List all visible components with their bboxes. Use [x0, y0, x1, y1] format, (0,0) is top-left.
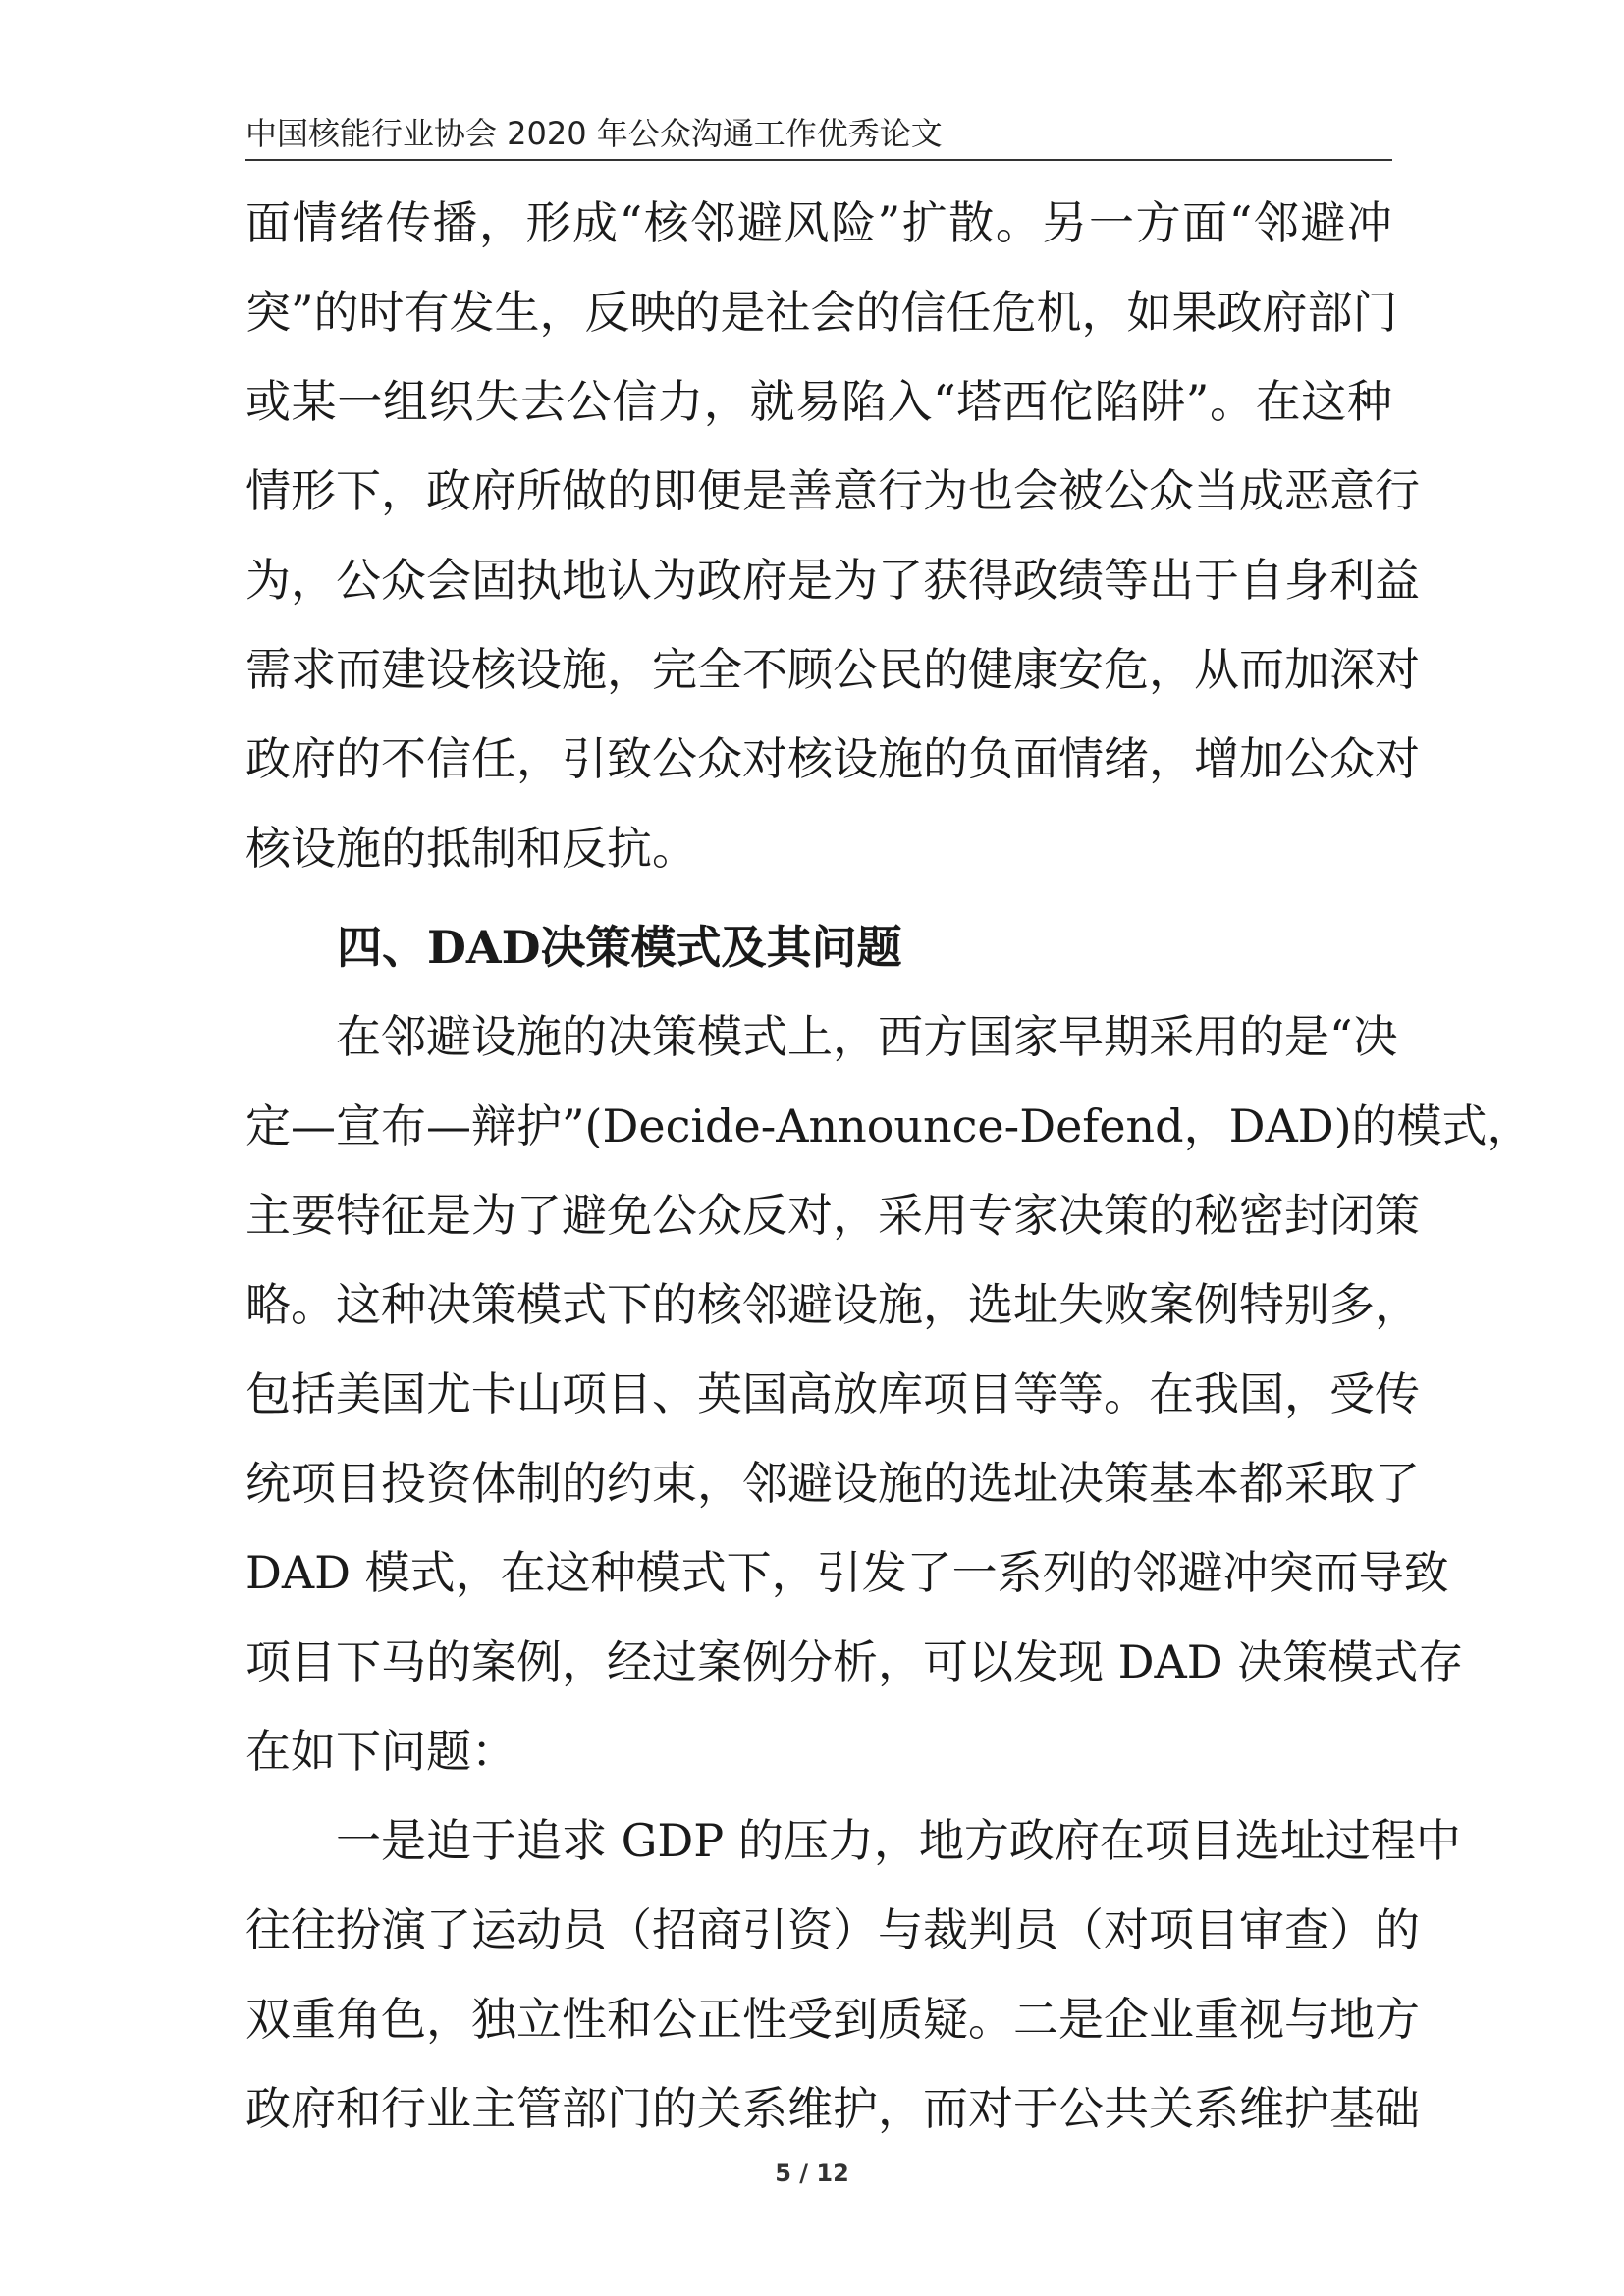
text-line: 突”的时有发生，反映的是社会的信任危机，如果政府部门 [245, 286, 1398, 339]
paragraph-1 [245, 179, 1420, 893]
text-line: 在如下问题： [245, 1725, 516, 1778]
text-line: 双重角色，独立性和公正性受到质疑。二是企业重视与地方 [245, 1993, 1420, 2046]
text-line: 统项目投资体制的约束，邻避设施的选址决策基本都采取了 [245, 1457, 1420, 1510]
text-line: 往往扮演了运动员（招商引资）与裁判员（对项目审查）的 [245, 1903, 1420, 1956]
text-line: 在邻避设施的决策模式上，西方国家早期采用的是“决 [245, 1010, 1398, 1063]
text-line: 略。这种决策模式下的核邻避设施，选址失败案例特别多， [245, 1278, 1420, 1331]
text-line: 项目下马的案例，经过案例分析，可以发现 DAD 决策模式存 [245, 1635, 1464, 1688]
text-line: 定—宣布—辩护”(Decide-Announce-Defend，DAD)的模式， [245, 1099, 1533, 1152]
text-line: 一是迫于追求 GDP 的压力，地方政府在项目选址过程中 [245, 1814, 1461, 1867]
text-line: 情形下，政府所做的即便是善意行为也会被公众当成恶意行 [245, 464, 1420, 517]
text-line: 需求而建设核设施，完全不顾公民的健康安危，从而加深对 [245, 643, 1420, 696]
text-line: 核设施的抵制和反抗。 [245, 822, 697, 875]
page-number: 5 / 12 [775, 2160, 849, 2187]
text-line: 包括美国尤卡山项目、英国高放库项目等等。在我国，受传 [245, 1367, 1420, 1420]
page-header [245, 110, 1392, 161]
text-line: 政府和行业主管部门的关系维护，而对于公共关系维护基础 [245, 2082, 1420, 2135]
paragraph-2 [245, 992, 1533, 1796]
header-title: 中国核能行业协会 2020 年公众沟通工作优秀论文 [245, 115, 943, 152]
text-line: 主要特征是为了避免公众反对，采用专家决策的秘密封闭策 [245, 1189, 1420, 1242]
text-line: DAD 模式，在这种模式下，引发了一系列的邻避冲突而导致 [245, 1546, 1449, 1599]
text-line: 政府的不信任，引致公众对核设施的负面情绪，增加公众对 [245, 732, 1420, 785]
text-line: 或某一组织失去公信力，就易陷入“塔西佗陷阱”。在这种 [245, 375, 1392, 428]
paragraph-3 [245, 1796, 1461, 2154]
text-line: 为，公众会固执地认为政府是为了获得政绩等出于自身利益 [245, 554, 1420, 607]
section-heading: 四、DAD决策模式及其问题 [337, 921, 902, 974]
text-line: 面情绪传播，形成“核邻避风险”扩散。另一方面“邻避冲 [245, 196, 1392, 249]
